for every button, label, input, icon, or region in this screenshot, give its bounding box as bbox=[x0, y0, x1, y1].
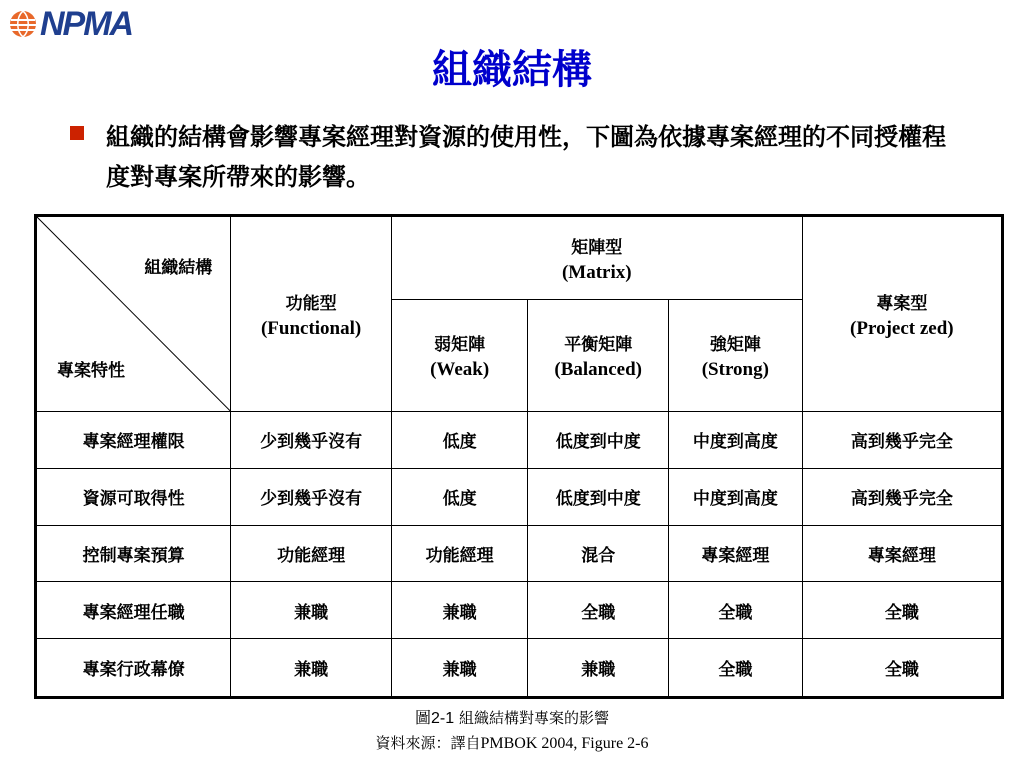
table-cell: 全職 bbox=[669, 582, 803, 639]
header-strong-zh: 強矩陣 bbox=[709, 335, 761, 355]
table-row bbox=[36, 582, 1003, 639]
figure-caption bbox=[0, 706, 1024, 756]
page-title: 組織結構 bbox=[432, 46, 592, 93]
table-cell: 兼職 bbox=[528, 639, 669, 698]
corner-label-project-characteristics: 專案特性 bbox=[57, 361, 125, 381]
table-cell: 少到幾乎沒有 bbox=[231, 412, 392, 469]
table-cell: 高到幾乎完全 bbox=[802, 412, 1002, 469]
figure-number: 圖2-1 bbox=[415, 710, 455, 727]
table-cell: 兼職 bbox=[231, 639, 392, 698]
header-functional bbox=[231, 216, 392, 412]
table-cell: 混合 bbox=[528, 525, 669, 582]
header-balanced-matrix bbox=[528, 300, 669, 412]
npma-logo bbox=[8, 6, 132, 42]
source-reference: PMBOK 2004, Figure 2-6 bbox=[480, 735, 649, 752]
header-strong-en: (Strong) bbox=[701, 359, 769, 380]
header-weak-matrix bbox=[391, 300, 528, 412]
source-label: 資料來源：譯自 bbox=[375, 734, 481, 752]
header-matrix-en: (Matrix) bbox=[561, 261, 632, 283]
globe-icon bbox=[8, 9, 38, 39]
header-functional-zh: 功能型 bbox=[285, 293, 337, 314]
bullet-paragraph bbox=[70, 117, 970, 197]
table-cell: 全職 bbox=[802, 639, 1002, 698]
diagonal-divider bbox=[37, 217, 230, 411]
org-structure-table bbox=[34, 214, 1004, 699]
table-cell: 兼職 bbox=[391, 582, 528, 639]
table-cell: 兼職 bbox=[231, 582, 392, 639]
table-cell: 專案經理 bbox=[802, 525, 1002, 582]
corner-label-org-structure: 組織結構 bbox=[144, 258, 213, 278]
caption-line-2 bbox=[0, 731, 1024, 756]
table-cell: 高到幾乎完全 bbox=[802, 468, 1002, 525]
logo-wordmark: NPMA bbox=[40, 5, 133, 43]
table-row bbox=[36, 639, 1003, 698]
header-functional-en: (Functional) bbox=[260, 317, 362, 339]
header-projectized-en: (Project zed) bbox=[850, 317, 954, 339]
table-cell: 功能經理 bbox=[391, 525, 528, 582]
header-weak-zh: 弱矩陣 bbox=[434, 335, 486, 355]
table-cell: 少到幾乎沒有 bbox=[231, 468, 392, 525]
table-cell: 專案經理 bbox=[669, 525, 803, 582]
header-strong-matrix bbox=[669, 300, 803, 412]
table-cell: 低度到中度 bbox=[528, 468, 669, 525]
table-cell: 中度到高度 bbox=[669, 412, 803, 469]
row-label: 資源可取得性 bbox=[36, 468, 231, 525]
header-matrix-zh: 矩陣型 bbox=[571, 237, 623, 258]
table-cell: 全職 bbox=[669, 639, 803, 698]
header-matrix bbox=[391, 216, 802, 300]
header-weak-en: (Weak) bbox=[430, 359, 490, 380]
bullet-text: 組織的結構會影響專案經理對資源的使用性，下圖為依據專案經理的不同授權程度對專案所帶來的影響。 bbox=[106, 122, 946, 191]
corner-header-cell bbox=[36, 216, 231, 412]
caption-line-1 bbox=[0, 706, 1024, 731]
table-cell: 低度 bbox=[391, 468, 528, 525]
row-label: 專案行政幕僚 bbox=[36, 639, 231, 698]
row-label: 專案經理任職 bbox=[36, 582, 231, 639]
table-cell: 全職 bbox=[528, 582, 669, 639]
figure-title: 組織結構對專案的影響 bbox=[458, 709, 609, 727]
header-projectized-zh: 專案型 bbox=[876, 293, 928, 314]
table-row bbox=[36, 468, 1003, 525]
table-row bbox=[36, 412, 1003, 469]
table-cell: 中度到高度 bbox=[669, 468, 803, 525]
table-cell: 低度到中度 bbox=[528, 412, 669, 469]
table-cell: 功能經理 bbox=[231, 525, 392, 582]
table-cell: 低度 bbox=[391, 412, 528, 469]
square-bullet-icon bbox=[70, 126, 84, 140]
row-label: 專案經理權限 bbox=[36, 412, 231, 469]
header-balanced-en: (Balanced) bbox=[554, 359, 642, 380]
table-cell: 全職 bbox=[802, 582, 1002, 639]
table-cell: 兼職 bbox=[391, 639, 528, 698]
row-label: 控制專案預算 bbox=[36, 525, 231, 582]
header-projectized bbox=[802, 216, 1002, 412]
table-row bbox=[36, 525, 1003, 582]
header-balanced-zh: 平衡矩陣 bbox=[564, 335, 633, 355]
